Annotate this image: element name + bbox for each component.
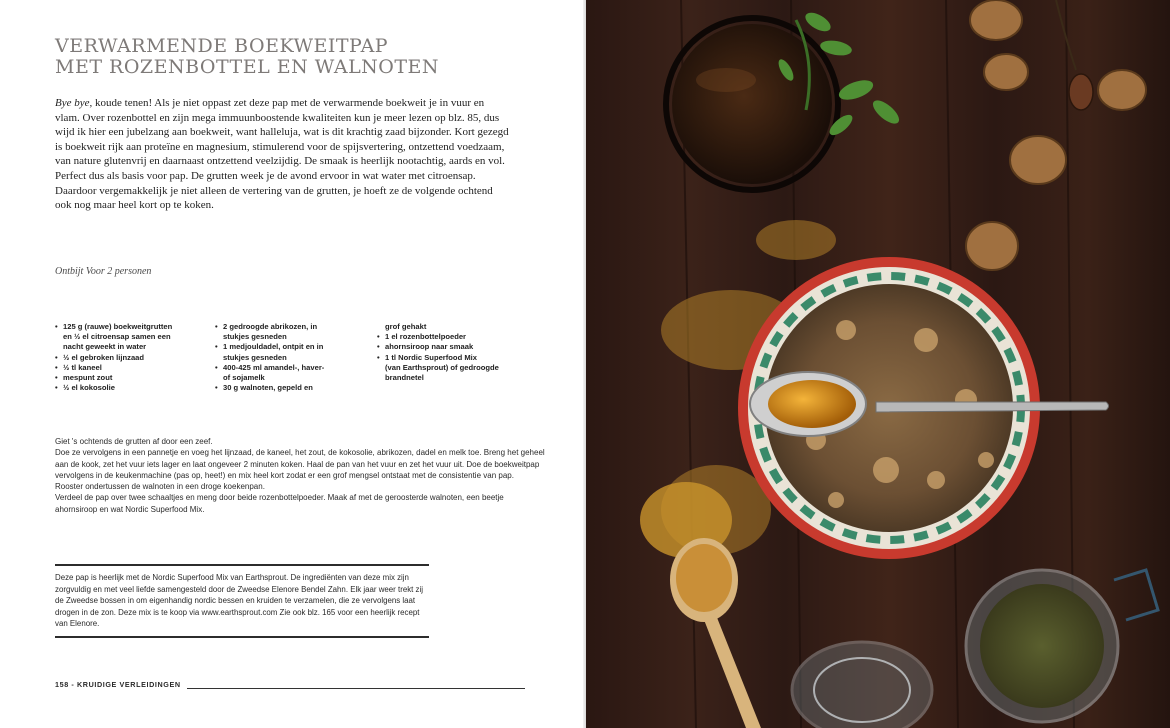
recipe-title-line-1: VERWARMENDE BOEKWEITPAP	[55, 35, 389, 57]
ingredient-item: • 125 g (rauwe) boekweitgrutten	[55, 322, 215, 332]
page-number: 158	[55, 680, 69, 689]
recipe-title	[55, 36, 535, 78]
ingredient-item: nacht geweekt in water	[63, 342, 147, 352]
recipe-meta	[55, 266, 151, 277]
rosehip	[1056, 0, 1093, 110]
intro-paragraph	[55, 96, 510, 213]
recipe-servings: Voor 2 personen	[85, 266, 152, 277]
ingredient-item: • 30 g walnoten, gepeld en	[215, 383, 377, 393]
tea-glass	[666, 18, 838, 190]
footer-separator: -	[68, 680, 77, 689]
method-step-3: Rooster ondertussen de walnoten in een droge koekenpan.	[55, 482, 265, 492]
ingredient-item: • ½ tl kaneel	[55, 363, 215, 373]
ingredient-item: en ½ el citroensap samen een	[63, 332, 171, 342]
section-name: KRUIDIGE VERLEIDINGEN	[76, 680, 181, 689]
ingredient-item: • ½ el kokosolie	[55, 383, 215, 393]
footer-label	[55, 680, 187, 689]
ingredient-column-1	[55, 322, 215, 393]
ingredient-item: • 2 gedroogde abrikozen, in	[215, 322, 377, 332]
glass-jar-superfood	[966, 570, 1158, 722]
ingredient-column-3	[377, 322, 537, 383]
method-section	[55, 436, 545, 515]
intro-lead: Bye bye,	[55, 97, 93, 109]
page-footer	[55, 680, 525, 689]
ingredient-item: • 1 el rozenbottelpoeder	[377, 332, 537, 342]
ingredient-item: brandnetel	[385, 373, 424, 383]
ingredient-item: stukjes gesneden	[223, 332, 287, 342]
ingredient-item: of sojamelk	[223, 373, 265, 383]
recipe-title-line-2: MET ROZENBOTTEL EN WALNOTEN	[55, 56, 440, 78]
ingredient-column-2	[215, 322, 377, 393]
ingredient-item: stukjes gesneden	[223, 352, 287, 362]
glass-jar-empty	[792, 642, 932, 728]
recipe-category: Ontbijt	[55, 266, 84, 277]
recipe-photo	[586, 0, 1170, 728]
ingredient-item: • ahornsiroop naar smaak	[377, 342, 537, 352]
intro-text: koude tenen! Als je niet oppast zet deze pap met de verwarmende boekweit je in vuur en vlam. Over rozenbottel en zijn mega immuunboostende kwaliteiten kun je meer lezen op blz. 85, dus wijd ik hier een jubelzang aan boekweit, want halleluja, wat is dit krachtig zaad bijzonder. Kort gezegd is boekweit rijk aan proteïne en magnesium, stimulerend voor de spijsvertering, ontzettend voedzaam, van nature glutenvrij en daarnaast ontzettend veelzijdig. De smaak is heerlijk nootachtig, aards en vol. Perfect dus als basis voor pap. De grutten week je de avond ervoor in wat water met citroensap. Daardoor vergemakkelijk je niet alleen de vertering van de grutten, je hoeft ze de volgende ochtend ook nog maar heel kort op te koken.	[55, 97, 509, 212]
ingredient-list	[55, 322, 535, 412]
ingredient-item: • 1 medjouldadel, ontpit en in	[215, 342, 377, 352]
walnut-halves	[966, 0, 1146, 270]
ingredient-item: • mespunt zout	[55, 373, 215, 383]
method-step-4: Verdeel de pap over twee schaaltjes en meng door beide rozenbottelpoeder. Maak af met de geroosterde walnoten, een beetje ahornsiroop en wat Nordic Superfood Mix.	[55, 493, 504, 514]
photo-illustration	[586, 0, 1170, 728]
method-step-1: Giet 's ochtends de grutten af door een zeef.	[55, 437, 213, 446]
ingredient-item: • 400-425 ml amandel-, haver-	[215, 363, 377, 373]
ingredient-item: • 1 tl Nordic Superfood Mix	[377, 353, 537, 363]
ingredient-item: • ½ el gebroken lijnzaad	[55, 353, 215, 363]
method-step-2: Doe ze vervolgens in een pannetje en voeg het lijnzaad, de kaneel, het zout, de kokosolie, abrikozen, dadel en melk toe. Breng het geheel aan de kook, zet het vuur iets lager en laat ongeveer 2 minuten koken. Haal de pan van het vuur en zet het vuur uit. Doe de boekweitpap vervolgens in de keukenmachine (pas op, heet!) en mix heel kort zodat er een grof mengsel ontstaat met de consistentie van pap.	[55, 448, 545, 480]
ingredient-item: grof gehakt	[385, 322, 427, 331]
tip-box: Deze pap is heerlijk met de Nordic Superfood Mix van Earthsprout. De ingrediënten van deze mix zijn zorgvuldig en met veel liefde samengesteld door de Zweedse Elenore Bendel Zahn. Elk jaar weer trekt zij de Zweedse bossen in om eigenhandig nordic bessen en kruiden te verzamelen, die ze vervolgens laat drogen in de zon. Deze mix is te koop via www.earthsprout.com Zie ook blz. 165 voor een heerlijk recept van Elenore.	[55, 564, 429, 638]
ingredient-item: (van Earthsprout) of gedroogde	[385, 362, 499, 372]
